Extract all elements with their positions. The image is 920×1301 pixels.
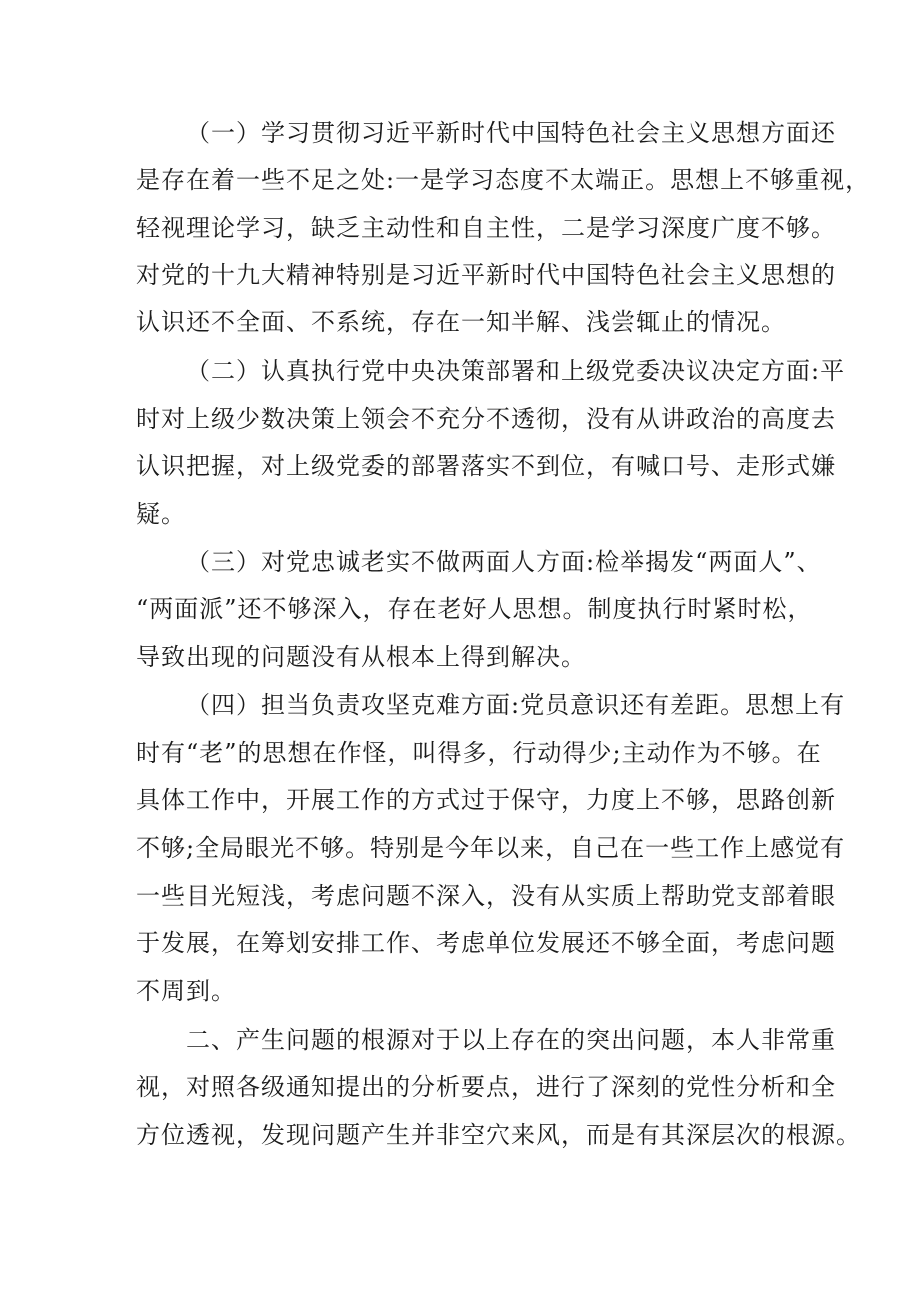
- paragraph-1-line-2: 是存在着一些不足之处:一是学习态度不太端正。思想上不够重视，: [136, 166, 871, 194]
- paragraph-1-line-5: 认识还不全面、不系统，存在一知半解、浅尝辄止的情况。: [136, 308, 786, 336]
- paragraph-2-line-2: 时对上级少数决策上领会不充分不透彻，没有从讲政治的高度去: [136, 405, 836, 433]
- paragraph-2-line-3: 认识把握，对上级党委的部署落实不到位，有喊口号、走形式嫌: [136, 452, 836, 480]
- paragraph-4-line-5: 一些目光短浅，考虑问题不深入，没有从实质上帮助党支部着眼: [136, 882, 836, 910]
- paragraph-1-line-3: 轻视理论学习，缺乏主动性和自主性，二是学习深度广度不够。: [136, 214, 836, 242]
- paragraph-4-line-2: 时有“老”的思想在作怪，叫得多，行动得少;主动作为不够。在: [136, 739, 822, 767]
- paragraph-4-line-3: 具体工作中，开展工作的方式过于保守，力度上不够，思路创新: [136, 786, 836, 814]
- paragraph-3-line-3: 导致出现的问题没有从根本上得到解决。: [136, 643, 586, 671]
- paragraph-4-line-6: 于发展，在筹划安排工作、考虑单位发展还不够全面，考虑问题: [136, 929, 836, 957]
- paragraph-4-line-1: （四）担当负责攻坚克难方面:党员意识还有差距。思想上有: [186, 691, 846, 719]
- paragraph-4-line-7: 不周到。: [136, 977, 236, 1005]
- paragraph-1-line-4: 对党的十九大精神特别是习近平新时代中国特色社会主义思想的: [136, 261, 836, 289]
- paragraph-2-line-1: （二）认真执行党中央决策部署和上级党委决议决定方面:平: [186, 357, 846, 385]
- section-2-line-2: 视，对照各级通知提出的分析要点，进行了深刻的党性分析和全: [136, 1073, 836, 1101]
- paragraph-3-line-2: “两面派”还不够深入，存在老好人思想。制度执行时紧时松，: [136, 595, 813, 623]
- paragraph-4-line-4: 不够;全局眼光不够。特别是今年以来，自己在一些工作上感觉有: [136, 834, 846, 862]
- section-2-line-1: 二、产生问题的根源对于以上存在的突出问题，本人非常重: [186, 1026, 836, 1054]
- paragraph-2-line-4: 疑。: [136, 500, 186, 528]
- paragraph-1-line-1: （一）学习贯彻习近平新时代中国特色社会主义思想方面还: [186, 119, 836, 147]
- section-2-line-3: 方位透视，发现问题产生并非空穴来风，而是有其深层次的根源。: [136, 1121, 861, 1149]
- paragraph-3-line-1: （三）对党忠诚老实不做两面人方面:检举揭发“两面人”、: [186, 548, 822, 576]
